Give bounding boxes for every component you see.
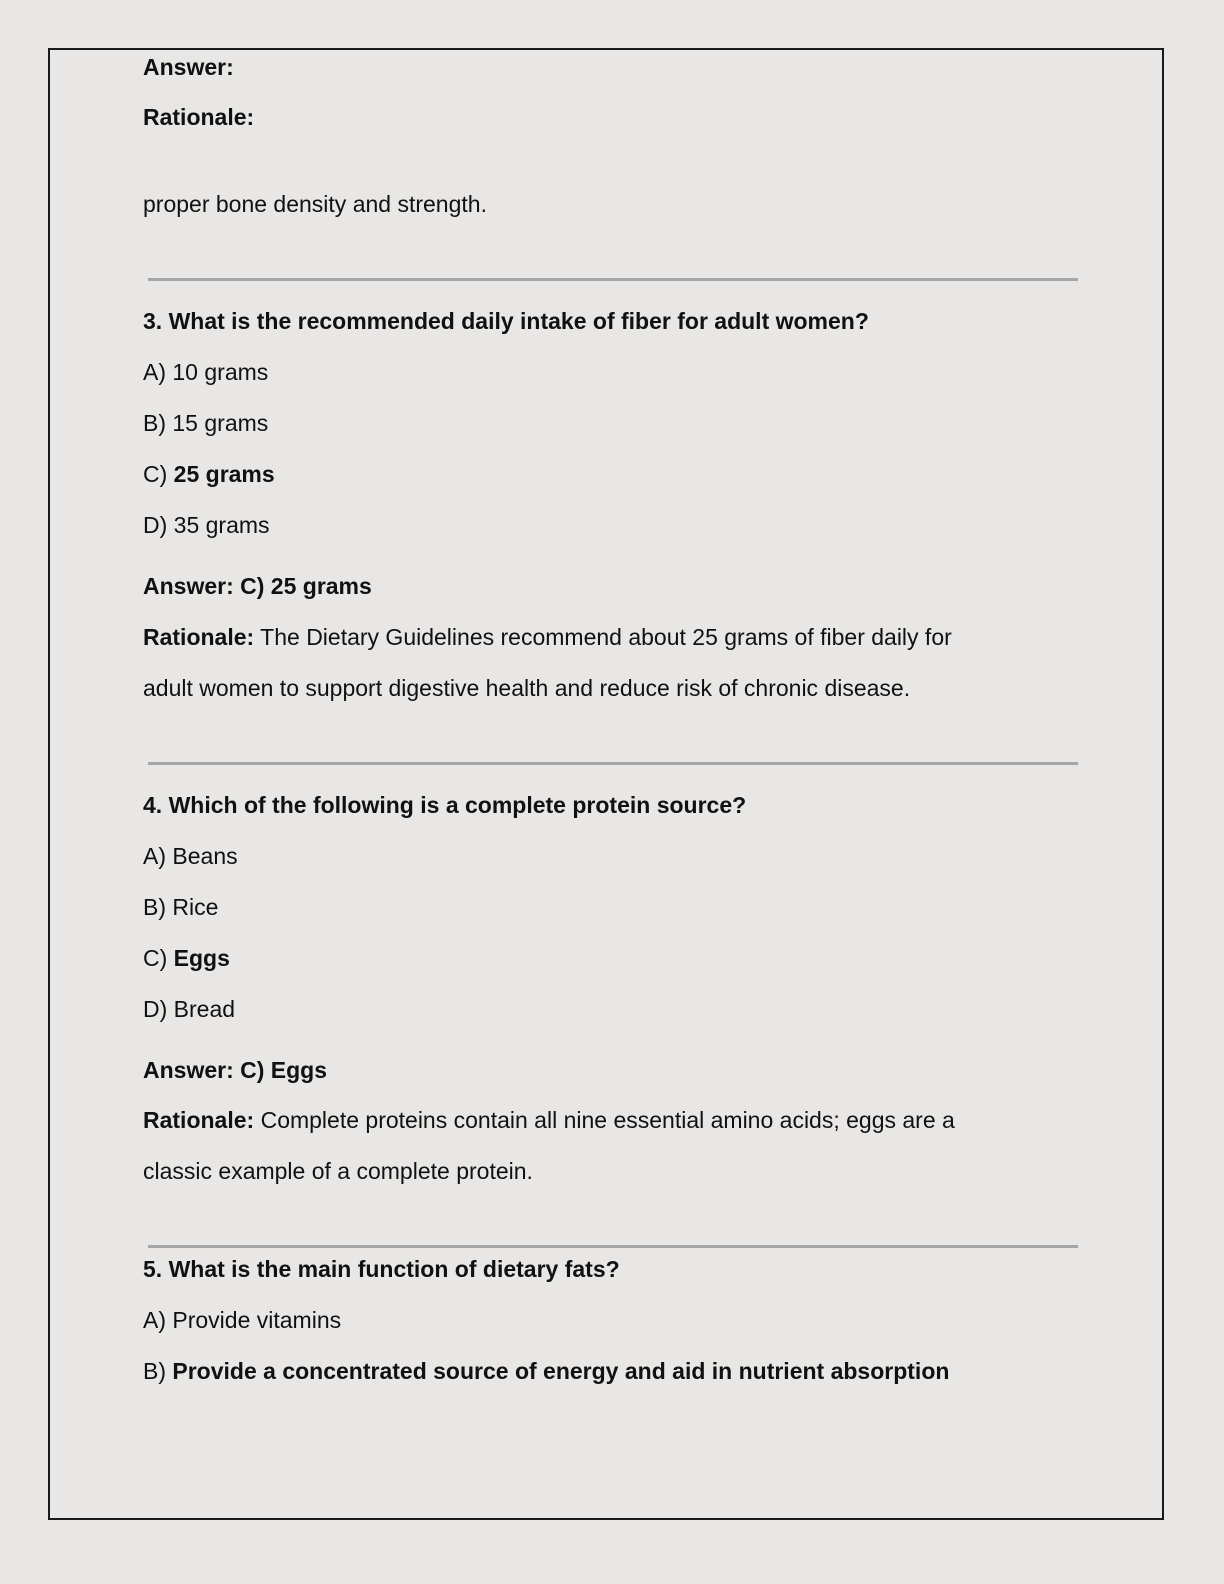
option-4b (143, 892, 218, 922)
rationale-3-line2: adult women to support digestive health and reduce risk of chronic disease. (143, 675, 911, 701)
option-letter: D) (143, 996, 168, 1022)
answer-4: Answer: C) Eggs (143, 1057, 328, 1083)
option-3b (143, 408, 268, 438)
rationale-4-line1 (143, 1105, 955, 1135)
rationale-text: The Dietary Guidelines recommend about 25 grams of fiber daily for (260, 624, 952, 650)
option-3d (143, 510, 270, 540)
option-text-correct: 25 grams (173, 461, 275, 487)
option-text-correct: Provide a concentrated source of energy and aid in nutrient absorption (172, 1358, 950, 1384)
option-5b (143, 1356, 949, 1386)
answer-label: Answer: (143, 54, 234, 80)
rationale-text: Complete proteins contain all nine essential amino acids; eggs are a (260, 1107, 955, 1133)
option-letter: C) (143, 945, 168, 971)
section-divider (148, 762, 1078, 765)
option-letter: B) (143, 894, 166, 920)
option-text-correct: Eggs (173, 945, 230, 971)
rationale-label: Rationale: (143, 624, 255, 650)
rationale-label: Rationale: (143, 104, 255, 130)
option-4d (143, 994, 235, 1024)
option-letter: B) (143, 410, 166, 436)
option-3c (143, 459, 275, 489)
rationale-continuation: proper bone density and strength. (143, 191, 487, 217)
section-divider (148, 278, 1078, 281)
question-5-title: 5. What is the main function of dietary fats? (143, 1256, 620, 1282)
option-5a (143, 1305, 341, 1335)
option-4c (143, 943, 230, 973)
option-text: Rice (172, 894, 219, 920)
page-border (48, 48, 1164, 1520)
option-text: Provide vitamins (172, 1307, 342, 1333)
option-text: 35 grams (173, 512, 270, 538)
option-letter: A) (143, 843, 166, 869)
section-divider (148, 1245, 1078, 1248)
question-4-title: 4. Which of the following is a complete protein source? (143, 792, 747, 818)
option-4a (143, 841, 238, 871)
option-text: 15 grams (172, 410, 269, 436)
option-text: 10 grams (172, 359, 269, 385)
option-text: Bread (173, 996, 236, 1022)
option-text: Beans (172, 843, 238, 869)
option-letter: A) (143, 359, 166, 385)
answer-3: Answer: C) 25 grams (143, 573, 372, 599)
rationale-3-line1 (143, 622, 952, 652)
option-letter: C) (143, 461, 168, 487)
option-3a (143, 357, 268, 387)
question-3-title: 3. What is the recommended daily intake of fiber for adult women? (143, 308, 869, 334)
rationale-4-line2: classic example of a complete protein. (143, 1158, 533, 1184)
option-letter: D) (143, 512, 168, 538)
option-letter: A) (143, 1307, 166, 1333)
option-letter: B) (143, 1358, 166, 1384)
rationale-label: Rationale: (143, 1107, 255, 1133)
